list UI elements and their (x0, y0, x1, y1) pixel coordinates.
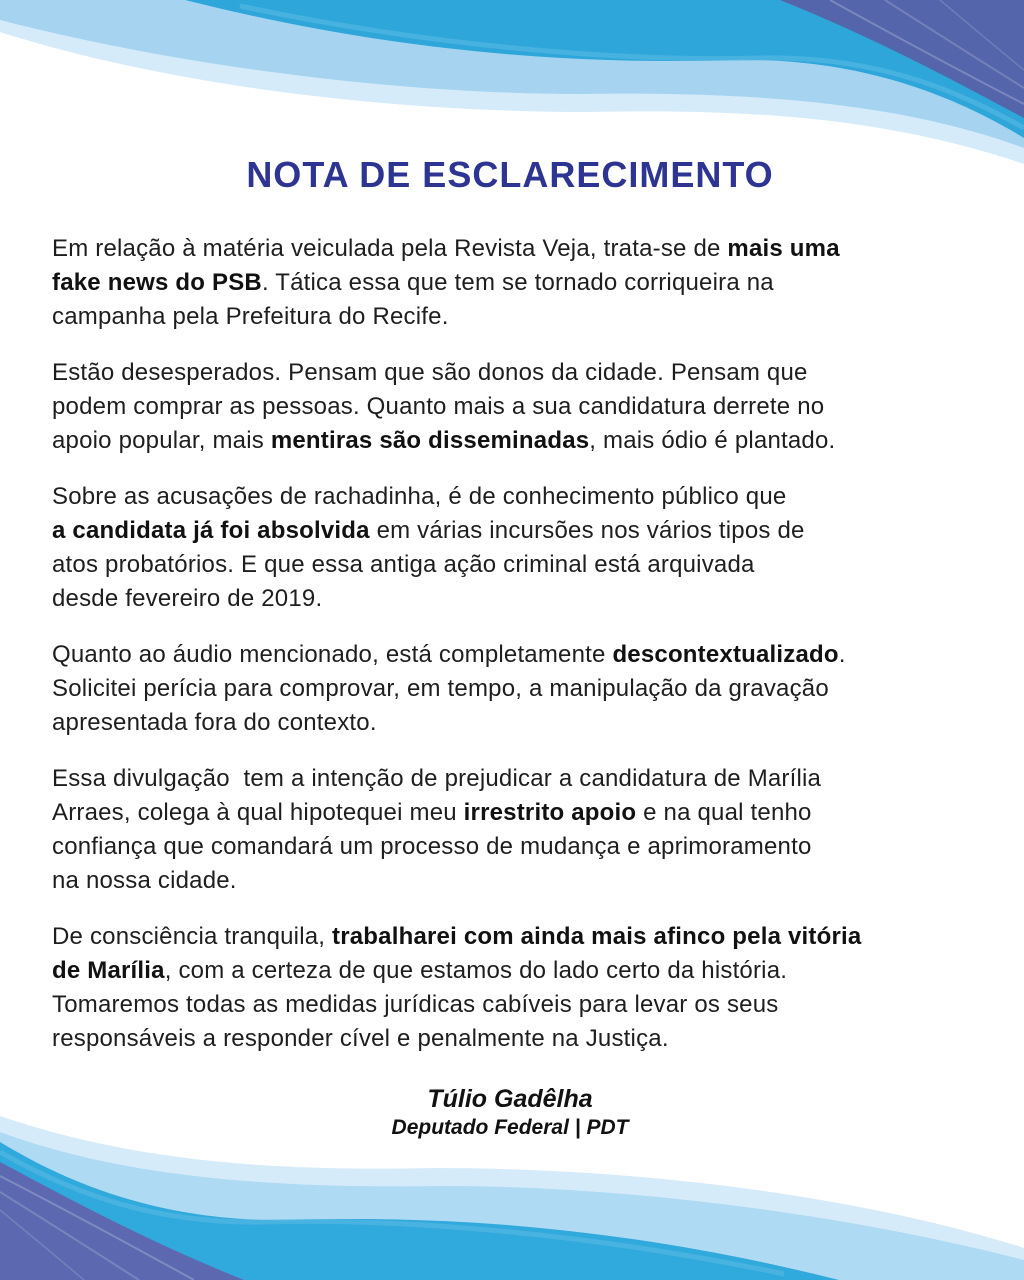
paragraph-6: De consciência tranquila, trabalharei com ainda mais afinco pela vitória de Marília, com a certeza de que estamos do lado certo da história. Tomaremos todas as medidas jurídicas cabíveis para levar os seus responsáveis a responder cível e penalmente na Justiça. (52, 923, 862, 1052)
signature-name: Túlio Gadêlha (427, 1085, 593, 1113)
paragraph-4: Quanto ao áudio mencionado, está completamente descontextualizado. Solicitei perícia para comprovar, em tempo, a manipulação da gravação apresentada fora do contexto. (52, 641, 846, 736)
paragraph-5: Essa divulgação tem a intenção de prejudicar a candidatura de Marília Arraes, colega à qual hipotequei meu irrestrito apoio e na qual tenho confiança que comandará um processo de mudança e aprimoramento na nossa cidade. (52, 765, 822, 894)
document-body (52, 232, 968, 1056)
signature-block (52, 1084, 968, 1141)
signature-role: Deputado Federal | PDT (391, 1116, 629, 1139)
paragraph-1: Em relação à matéria veiculada pela Revista Veja, trata-se de mais uma fake news do PSB. Tática essa que tem se tornado corriqueira na campanha pela Prefeitura do Recife. (52, 235, 840, 330)
paragraph-3: Sobre as acusações de rachadinha, é de conhecimento público que a candidata já foi absolvida em várias incursões nos vários tipos de atos probatórios. E que essa antiga ação criminal está arquivada desde fevereiro de 2019. (52, 483, 805, 612)
paragraph-2: Estão desesperados. Pensam que são donos da cidade. Pensam que podem comprar as pessoas. Quanto mais a sua candidatura derrete no apoio popular, mais mentiras são disseminadas, mais ódio é plantado. (52, 359, 836, 454)
page-title: NOTA DE ESCLARECIMENTO (246, 154, 774, 195)
